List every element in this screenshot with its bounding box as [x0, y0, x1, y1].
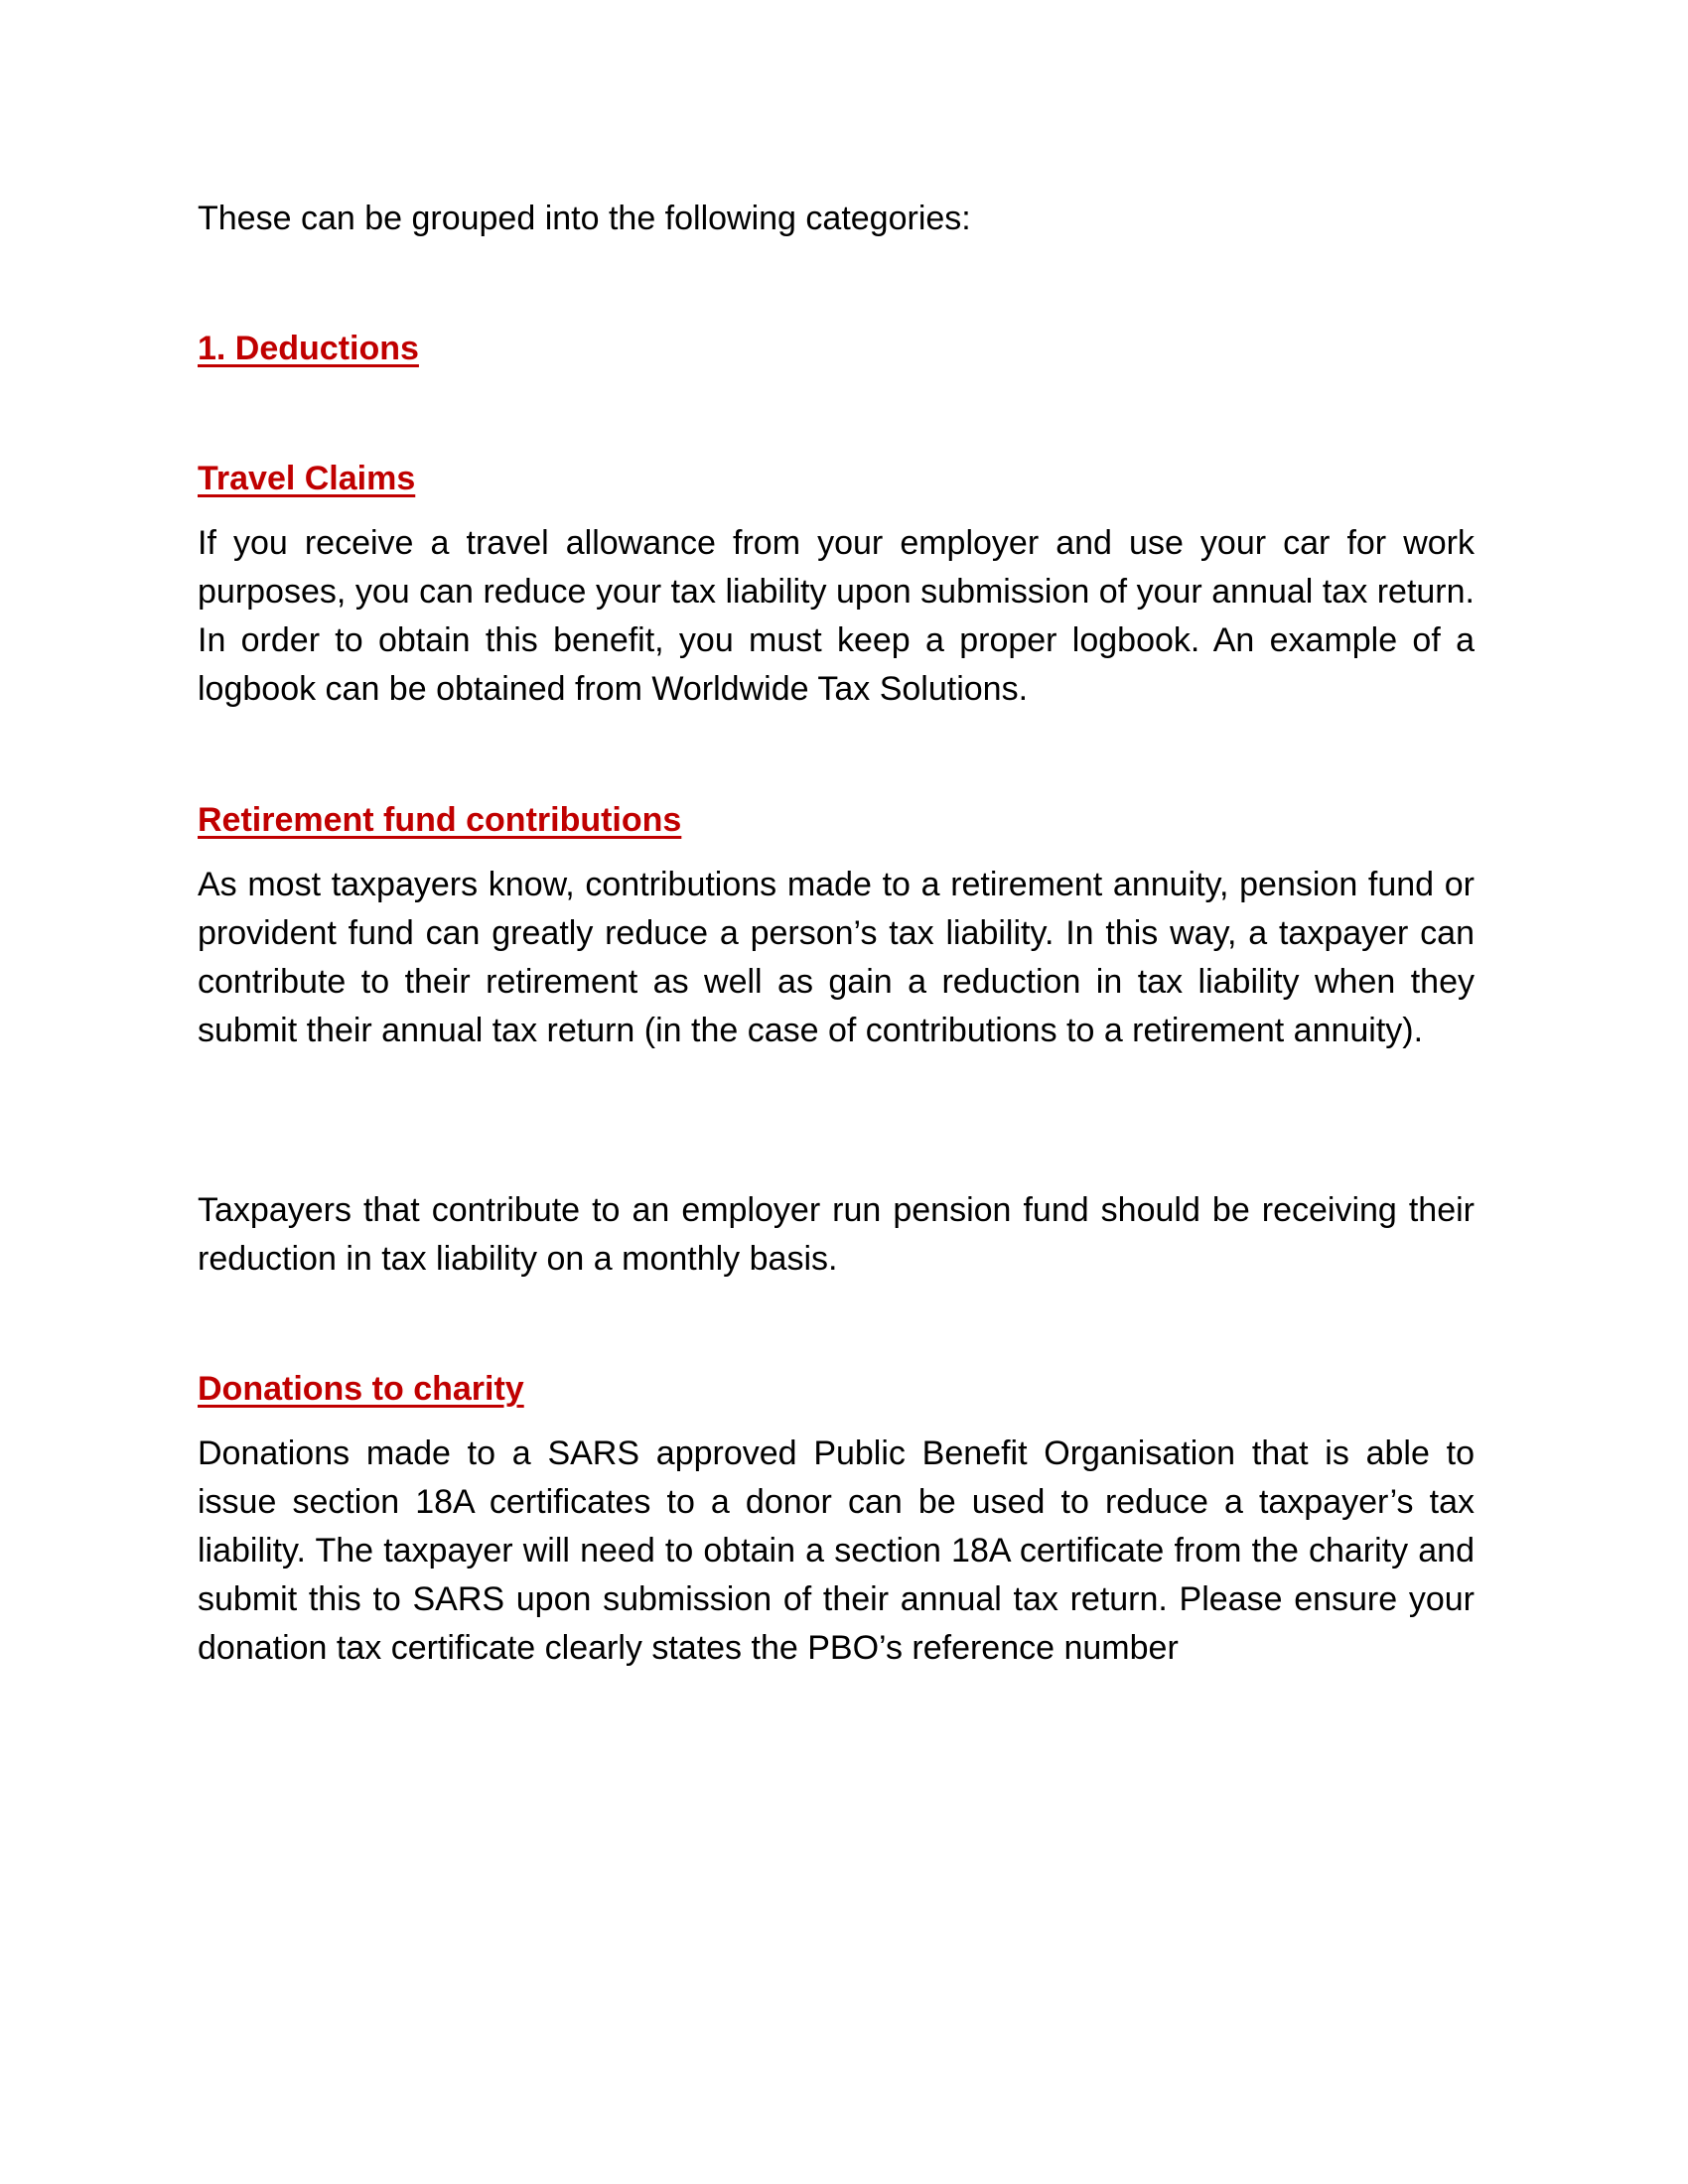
- paragraph-donations: Donations made to a SARS approved Public Benefit Organisation that is able to issue section 18A certificates to a donor can be used to reduce a taxpayer’s tax liability. The taxpayer will need to obtain a section 18A certificate from the charity and submit this to SARS upon submission of their annual tax return. Please ensure your donation tax certificate clearly states the PBO’s reference number: [198, 1434, 1475, 1667]
- intro-text: These can be grouped into the following categories:: [198, 200, 971, 237]
- paragraph-retirement-contributions: As most taxpayers know, contributions made to a retirement annuity, pension fund or provident fund can greatly reduce a person’s tax liability. In this way, a taxpayer can contribute to their retirement as well as gain a reduction in tax liability when they submit their annual tax return (in the case of contributions to a retirement annuity).: [198, 866, 1475, 1049]
- subheading-retirement-fund-contributions: Retirement fund contributions: [198, 801, 682, 839]
- paragraph-employer-pension: Taxpayers that contribute to an employer run pension fund should be receiving their reduction in tax liability on a monthly basis.: [198, 1191, 1475, 1278]
- subheading-donations-to-charity: Donations to charity: [198, 1370, 524, 1408]
- paragraph-travel-claims: If you receive a travel allowance from your employer and use your car for work purposes, you can reduce your tax liability upon submission of your annual tax return. In order to obtain this benefit, you must keep a proper logbook. An example of a logbook can be obtained from Worldwide Tax Solutions.: [198, 524, 1475, 708]
- subheading-travel-claims: Travel Claims: [198, 460, 416, 497]
- section-heading-deductions: 1. Deductions: [198, 330, 419, 367]
